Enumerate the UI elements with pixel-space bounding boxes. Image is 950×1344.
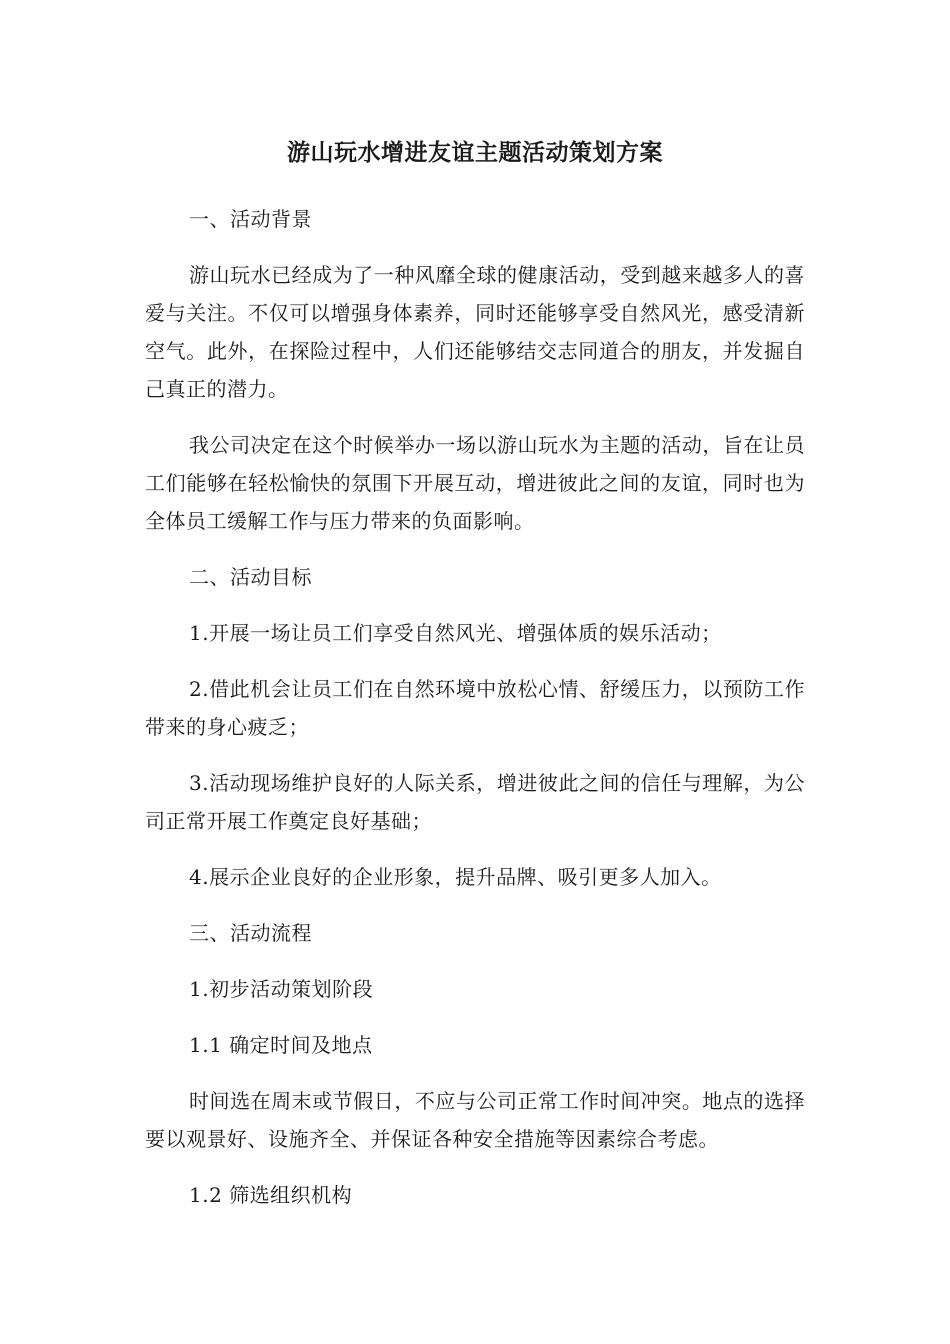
goal-item-2: 2.借此机会让员工们在自然环境中放松心情、舒缓压力，以预防工作带来的身心疲乏； <box>145 677 805 739</box>
section-heading-process: 三、活动流程 <box>189 921 312 945</box>
subsection-heading-organization: 1.2 筛选组织机构 <box>189 1183 353 1207</box>
paragraph-time-place: 时间选在周末或节假日，不应与公司正常工作时间冲突。地点的选择要以观景好、设施齐全、并保证各种安全措施等因素综合考虑。 <box>145 1089 805 1151</box>
goal-item-3: 3.活动现场维护良好的人际关系，增进彼此之间的信任与理解，为公司正常开展工作奠定良好基础； <box>145 771 805 833</box>
paragraph-background-2: 我公司决定在这个时候举办一场以游山玩水为主题的活动，旨在让员工们能够在轻松愉快的氛围下开展互动，增进彼此之间的友谊，同时也为全体员工缓解工作与压力带来的负面影响。 <box>145 433 805 533</box>
goal-item-1: 1.开展一场让员工们享受自然风光、增强体质的娱乐活动； <box>189 621 722 645</box>
section-heading-background: 一、活动背景 <box>189 207 312 231</box>
section-heading-goals: 二、活动目标 <box>189 565 312 589</box>
document-body <box>145 200 805 1232</box>
document-title: 游山玩水增进友谊主题活动策划方案 <box>287 140 663 166</box>
subsection-heading-time-place: 1.1 确定时间及地点 <box>189 1033 373 1057</box>
goal-item-4: 4.展示企业良好的企业形象，提升品牌、吸引更多人加入。 <box>189 865 722 889</box>
subsection-heading-planning: 1.初步活动策划阶段 <box>189 977 374 1001</box>
paragraph-background-1: 游山玩水已经成为了一种风靡全球的健康活动，受到越来越多人的喜爱与关注。不仅可以增强身体素养，同时还能够享受自然风光，感受清新空气。此外，在探险过程中，人们还能够结交志同道合的朋友，并发掘自己真正的潜力。 <box>145 263 805 401</box>
